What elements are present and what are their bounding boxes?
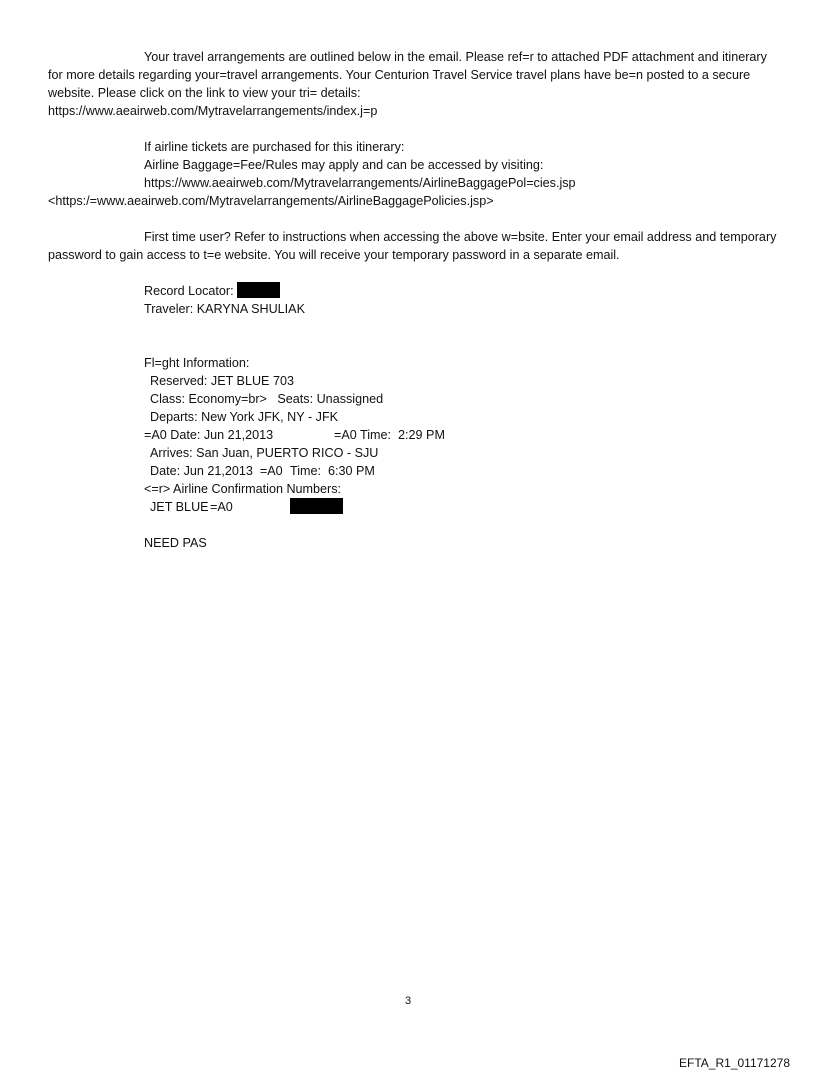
traveler-name: Traveler: KARYNA SHULIAK — [144, 302, 305, 316]
record-locator-label: Record Locator: — [144, 284, 234, 298]
page-number: 3 — [404, 995, 412, 1007]
confirmation-code: =A0 — [210, 500, 233, 514]
flight-departs: Departs: New York JFK, NY - JFK — [150, 410, 339, 424]
email-document — [48, 48, 778, 552]
intro-paragraph — [48, 48, 778, 120]
flight-class-seats: Class: Economy=br> Seats: Unassigned — [150, 392, 384, 406]
itinerary-link[interactable]: https://www.aeairweb.com/Mytravelarrangements/index.j=p — [48, 104, 378, 118]
baggage-intro: If airline tickets are purchased for this itinerary: — [144, 140, 405, 154]
baggage-link[interactable]: https://www.aeairweb.com/Mytravelarrangements/AirlineBaggagePol=cies.jsp — [144, 176, 576, 190]
depart-date: =A0 Date: Jun 21,2013 — [144, 428, 274, 442]
first-time-user-paragraph: First time user? Refer to instructions when accessing the above w=bsite. Enter your email address and temporary password to gain access to t=e website. You will receive your temporary password in a separate email. — [48, 230, 777, 262]
record-locator-redaction — [237, 282, 280, 298]
confirmation-airline: JET BLUE — [150, 500, 209, 514]
baggage-rules: Airline Baggage=Fee/Rules may apply and can be accessed by visiting: — [144, 158, 544, 172]
intro-text: Your travel arrangements are outlined below in the email. Please ref=r to attached PDF attachment and itinerary for more details regarding your=travel arrangements. Your Centurion Travel Service travel plans have be=n posted to a secure website. Please click on the link to view your tri= details: — [48, 50, 767, 100]
flight-arrives: Arrives: San Juan, PUERTO RICO - SJU — [150, 446, 379, 460]
confirmation-row — [48, 498, 778, 516]
baggage-link-alt[interactable]: <https:/=www.aeairweb.com/Mytravelarrangements/AirlineBaggagePolicies.jsp> — [48, 194, 494, 208]
arrive-time: Time: 6:30 PM — [290, 464, 375, 478]
flight-arrive-datetime — [48, 462, 778, 480]
flight-reserved: Reserved: JET BLUE 703 — [150, 374, 294, 388]
record-locator — [48, 282, 778, 300]
flight-depart-datetime — [48, 426, 778, 444]
arrive-date: Date: Jun 21,2013 =A0 — [150, 464, 283, 478]
document-id: EFTA_R1_01171278 — [679, 1056, 790, 1070]
note-text: NEED PAS — [144, 536, 207, 550]
flight-heading: Fl=ght Information: — [144, 356, 250, 370]
confirmation-heading: <=r> Airline Confirmation Numbers: — [144, 482, 342, 496]
confirmation-redaction — [290, 498, 343, 514]
depart-time: =A0 Time: 2:29 PM — [334, 428, 445, 442]
